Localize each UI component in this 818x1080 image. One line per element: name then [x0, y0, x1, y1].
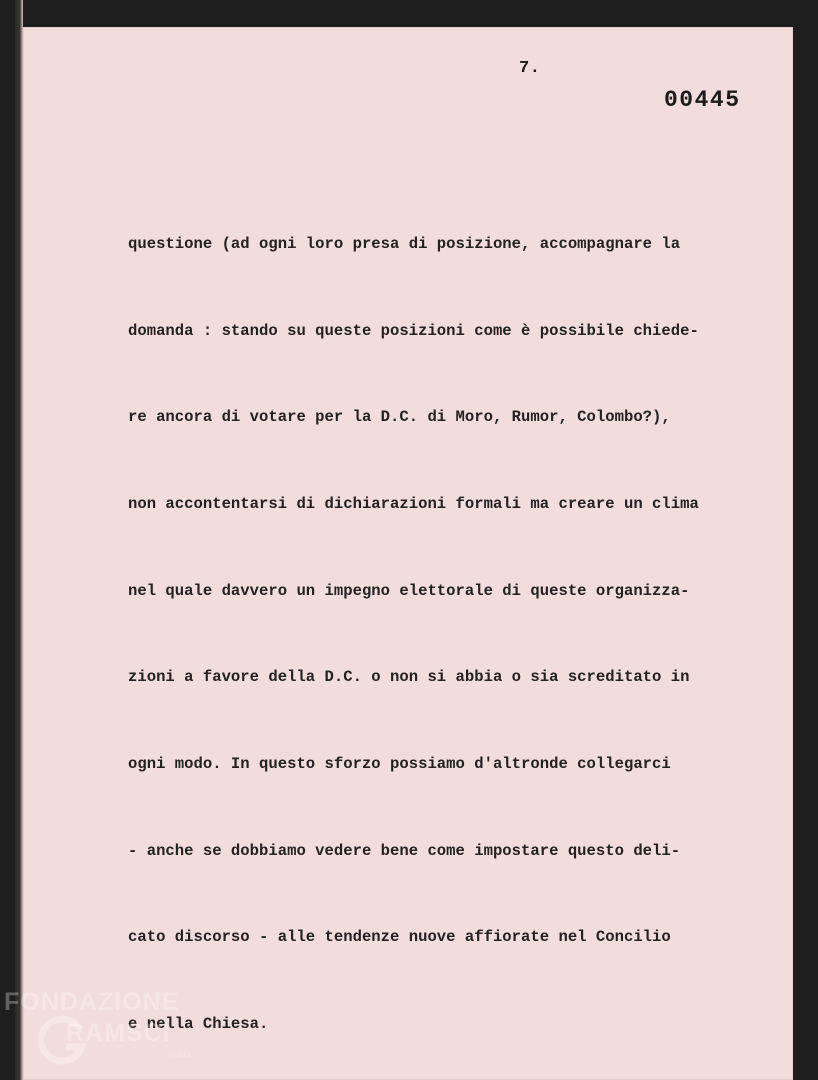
- text-line: e nella Chiesa.: [128, 1015, 269, 1034]
- text-line: re ancora di votare per la D.C. di Moro, Rumor, Colombo?),: [128, 408, 671, 427]
- text-line: ogni modo. In questo sforzo possiamo d'altronde collegarci: [128, 755, 671, 774]
- page-number: 7.: [519, 59, 541, 78]
- text-line: non accontentarsi di dichiarazioni formali ma creare un clima: [128, 494, 699, 513]
- text-line: questione (ad ogni loro presa di posizione, accompagnare la: [128, 234, 681, 253]
- text-line: nel quale davvero un impegno elettorale di queste organizza-: [128, 581, 690, 600]
- text-line: zioni a favore della D.C. o non si abbia o sia screditato in: [128, 668, 690, 687]
- document-id: 00445: [664, 87, 741, 113]
- watermark-line2: RAMSCI: [66, 1019, 171, 1047]
- text-line: - anche se dobbiamo vedere bene come impostare questo deli-: [128, 841, 681, 860]
- watermark-sub: onlus: [169, 1050, 191, 1059]
- text-line: cato discorso - alle tendenze nuove affiorate nel Concilio: [128, 928, 671, 947]
- text-line: domanda : stando su queste posizioni come è possibile chiede-: [128, 321, 699, 340]
- body-text: [128, 172, 699, 1080]
- watermark-line1: FONDAZIONE: [4, 988, 180, 1016]
- binder-edge: [15, 0, 23, 1080]
- document-page: [23, 27, 793, 1080]
